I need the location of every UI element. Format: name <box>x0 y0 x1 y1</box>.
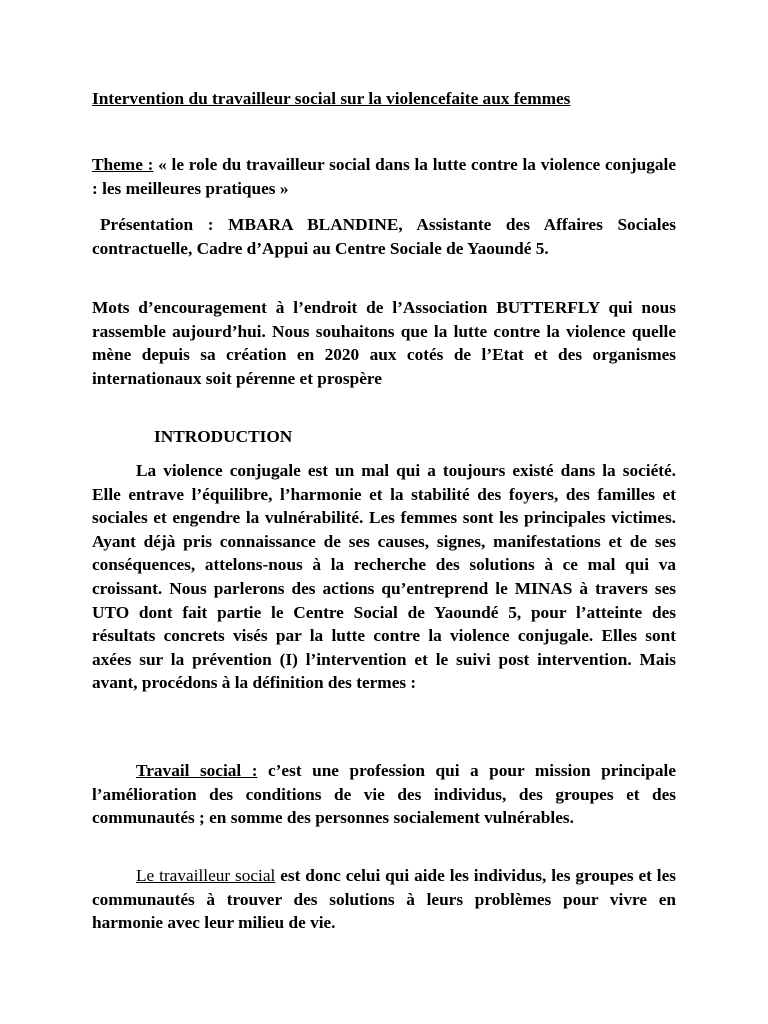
travail-social-label: Travail social : <box>136 761 258 780</box>
introduction-heading: INTRODUCTION <box>154 427 293 446</box>
encouragement-paragraph: Mots d’encouragement à l’endroit de l’Association BUTTERFLY qui nous rassemble aujourd’hui. Nous souhaitons que la lutte contre la violence quelle mène depuis sa création en 2020 aux cotés de l’Etat et des organismes internationaux soit pérenne et prospère <box>92 298 676 388</box>
theme-paragraph <box>92 153 676 200</box>
travail-social-text: c’est une profession qui a pour mission principale l’amélioration des conditions de vie des individus, des groupes et des communautés ; en somme des personnes socialement vulnérables. <box>92 761 676 828</box>
travailleur-social-text: est donc celui qui aide les individus, les groupes et les communautés à trouver des solutions à leurs problèmes pour vivre en harmonie avec leur milieu de vie. <box>92 866 676 933</box>
document-title: Intervention du travailleur social sur la violencefaite aux femmes <box>92 89 571 108</box>
presentation-paragraph <box>92 213 676 260</box>
travail-social-paragraph <box>92 759 676 830</box>
travailleur-social-paragraph <box>92 864 676 935</box>
travailleur-social-label: Le travailleur social <box>136 866 276 885</box>
presentation-label: Présentation : <box>100 215 214 234</box>
introduction-paragraph: La violence conjugale est un mal qui a toujours existé dans la société. Elle entrave l’équilibre, l’harmonie et la stabilité des foyers, des familles et sociales et engendre la vulnérabilité. Les femmes sont les principales victimes. Ayant déjà pris connaissance de ses causes, signes, manifestations et de ses conséquences, attelons-nous à la recherche des solutions à ce mal qui va croissant. Nous parlerons des actions qu’entreprend le MINAS à travers ses UTO dont fait partie le Centre Social de Yaoundé 5, pour l’atteinte des résultats concrets visés par la lutte contre la violence conjugale. Elles sont axées sur la prévention (I) l’intervention et le suivi post intervention. Mais avant, procédons à la définition des termes : <box>92 461 676 693</box>
theme-label: Theme : <box>92 155 154 174</box>
theme-text: « le role du travailleur social dans la lutte contre la violence conjugale : les meilleures pratiques » <box>92 155 676 198</box>
presentation-text: MBARA BLANDINE, Assistante des Affaires Sociales contractuelle, Cadre d’Appui au Centre Sociale de Yaoundé 5. <box>92 215 677 258</box>
